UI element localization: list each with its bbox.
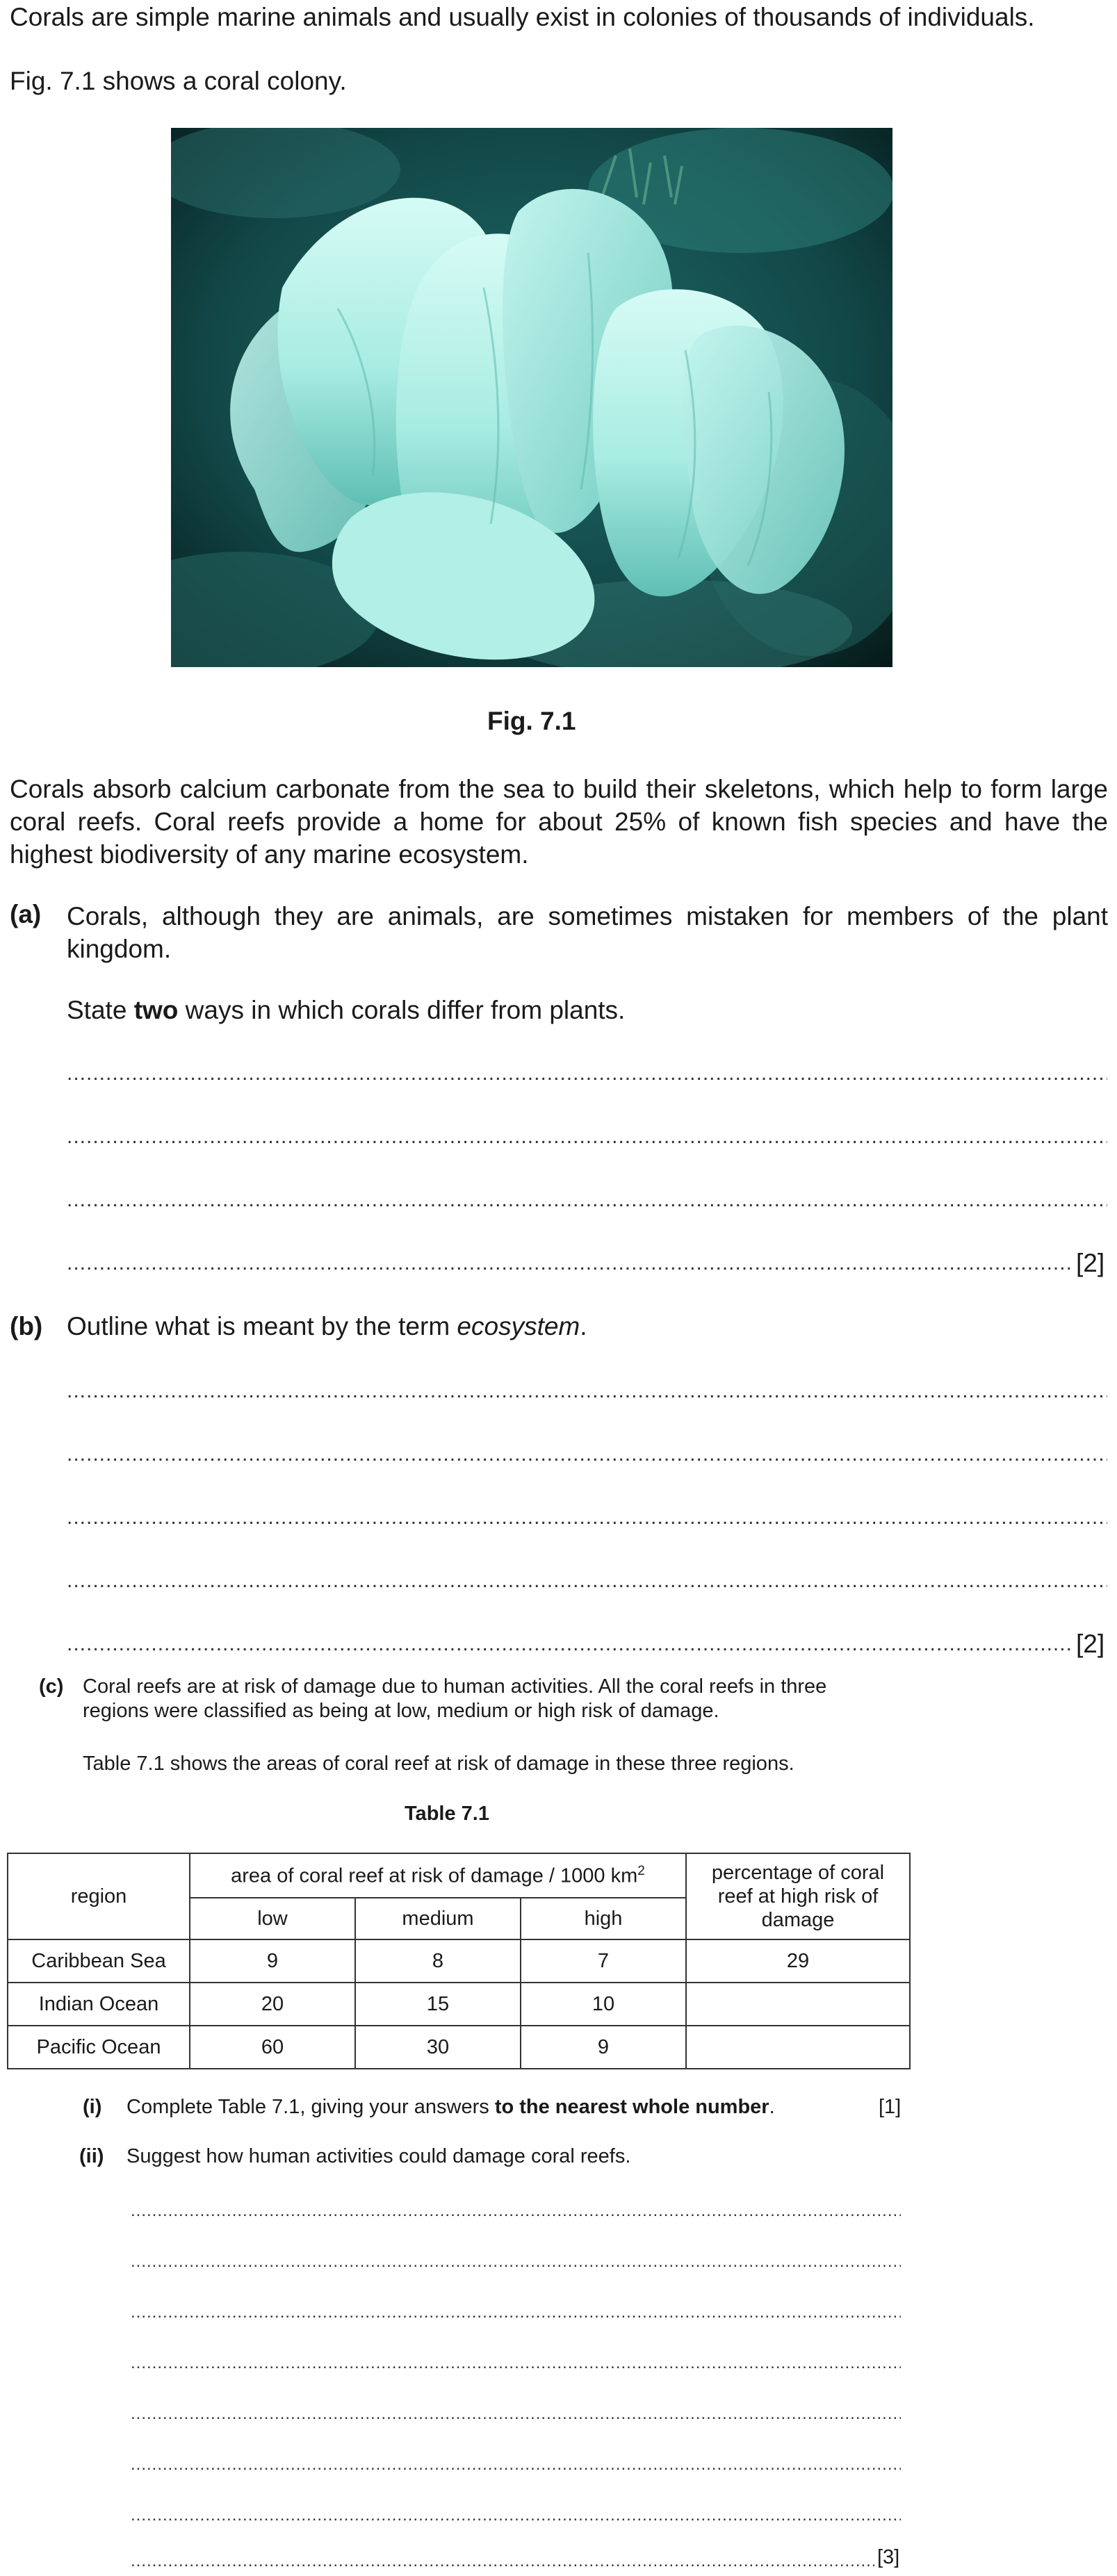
answer-line-b3[interactable] [67, 1507, 1107, 1528]
row-low: 9 [190, 1939, 355, 1983]
row-percentage-answer[interactable] [686, 2026, 910, 2069]
sub-ii-marks: [3] [877, 2546, 900, 2568]
table-row [8, 1983, 910, 2026]
header-low: low [190, 1898, 355, 1939]
part-b-label: (b) [10, 1312, 43, 1340]
answer-line-a3[interactable] [67, 1190, 1107, 1211]
row-high: 9 [521, 2026, 686, 2069]
row-region: Pacific Ocean [8, 2026, 190, 2069]
part-c-text-line1: Coral reefs are at risk of damage due to human activities. All the coral reefs in three [83, 1675, 827, 1698]
answer-line-ii-1[interactable] [131, 2203, 901, 2220]
header-high: high [521, 1898, 686, 1939]
header-percentage: percentage of coral reef at high risk of damage [686, 1853, 910, 1939]
header-region: region [8, 1853, 190, 1939]
row-region: Caribbean Sea [8, 1939, 190, 1983]
row-medium: 30 [355, 2026, 521, 2069]
row-low: 20 [190, 1983, 355, 2026]
answer-line-b5[interactable] [67, 1634, 1073, 1655]
answer-line-b2[interactable] [67, 1444, 1107, 1465]
answer-line-ii-2[interactable] [131, 2254, 901, 2270]
header-area: area of coral reef at risk of damage / 1000 $km^2$ [190, 1853, 686, 1898]
answer-line-b4[interactable] [67, 1570, 1107, 1591]
intro-line-2: Fig. 7.1 shows a coral colony. [10, 67, 347, 95]
part-b-text: Outline what is meant by the term ecosystem. [67, 1312, 587, 1340]
part-a-label: (a) [10, 900, 42, 928]
part-a-text: Corals, although they are animals, are sometimes mistaken for members of the plant kingdom. [67, 902, 1108, 963]
row-medium: 8 [355, 1939, 521, 1983]
row-region: Indian Ocean [8, 1983, 190, 2026]
coral-reef-table [7, 1853, 911, 2069]
sub-ii-label: (ii) [79, 2145, 104, 2167]
row-percentage: 29 [686, 1939, 910, 1983]
part-a-instruction: State two ways in which corals differ from plants. [67, 996, 626, 1024]
answer-line-ii-3[interactable] [131, 2304, 901, 2321]
answer-line-a2[interactable] [67, 1126, 1107, 1147]
answer-line-a4[interactable] [67, 1253, 1073, 1274]
row-percentage-answer[interactable] [686, 1983, 910, 2026]
sub-ii-text: Suggest how human activities could damage coral reefs. [127, 2145, 631, 2167]
table-row [8, 1939, 910, 1983]
intro-line-1: Corals are simple marine animals and usually exist in colonies of thousands of individuals. [10, 3, 1035, 31]
figure-caption: Fig. 7.1 [487, 707, 576, 735]
table-intro: Table 7.1 shows the areas of coral reef at risk of damage in these three regions. [83, 1753, 794, 1775]
part-c-text-line2: regions were classified as being at low, medium or high risk of damage. [83, 1700, 719, 1722]
part-b-marks: [2] [1076, 1630, 1105, 1658]
row-low: 60 [190, 2026, 355, 2069]
table-row [8, 2026, 910, 2069]
sub-i-marks: [1] [879, 2096, 902, 2118]
answer-line-a1[interactable] [67, 1063, 1107, 1084]
table-title: Table 7.1 [405, 1803, 489, 1825]
context-paragraph: Corals absorb calcium carbonate from the sea to build their skeletons, which help to form large coral reefs. Coral reefs provide a home for about 25% of known fish species and have the highest biodiversity of any marine ecosystem. [10, 775, 1108, 869]
part-a-marks: [2] [1076, 1249, 1105, 1277]
row-medium: 15 [355, 1983, 521, 2026]
answer-line-ii-8[interactable] [131, 2553, 874, 2570]
answer-line-ii-7[interactable] [131, 2507, 901, 2524]
answer-line-ii-4[interactable] [131, 2355, 901, 2372]
part-c-label: (c) [39, 1675, 64, 1698]
sub-i-text: Complete Table 7.1, giving your answers to the nearest whole number. [127, 2096, 775, 2118]
header-medium: medium [355, 1898, 521, 1939]
coral-colony-photo [171, 128, 892, 667]
row-high: 7 [521, 1939, 686, 1983]
sub-i-label: (i) [83, 2096, 102, 2118]
answer-line-ii-5[interactable] [131, 2406, 901, 2422]
row-high: 10 [521, 1983, 686, 2026]
answer-line-b1[interactable] [67, 1381, 1107, 1402]
answer-line-ii-6[interactable] [131, 2456, 901, 2473]
